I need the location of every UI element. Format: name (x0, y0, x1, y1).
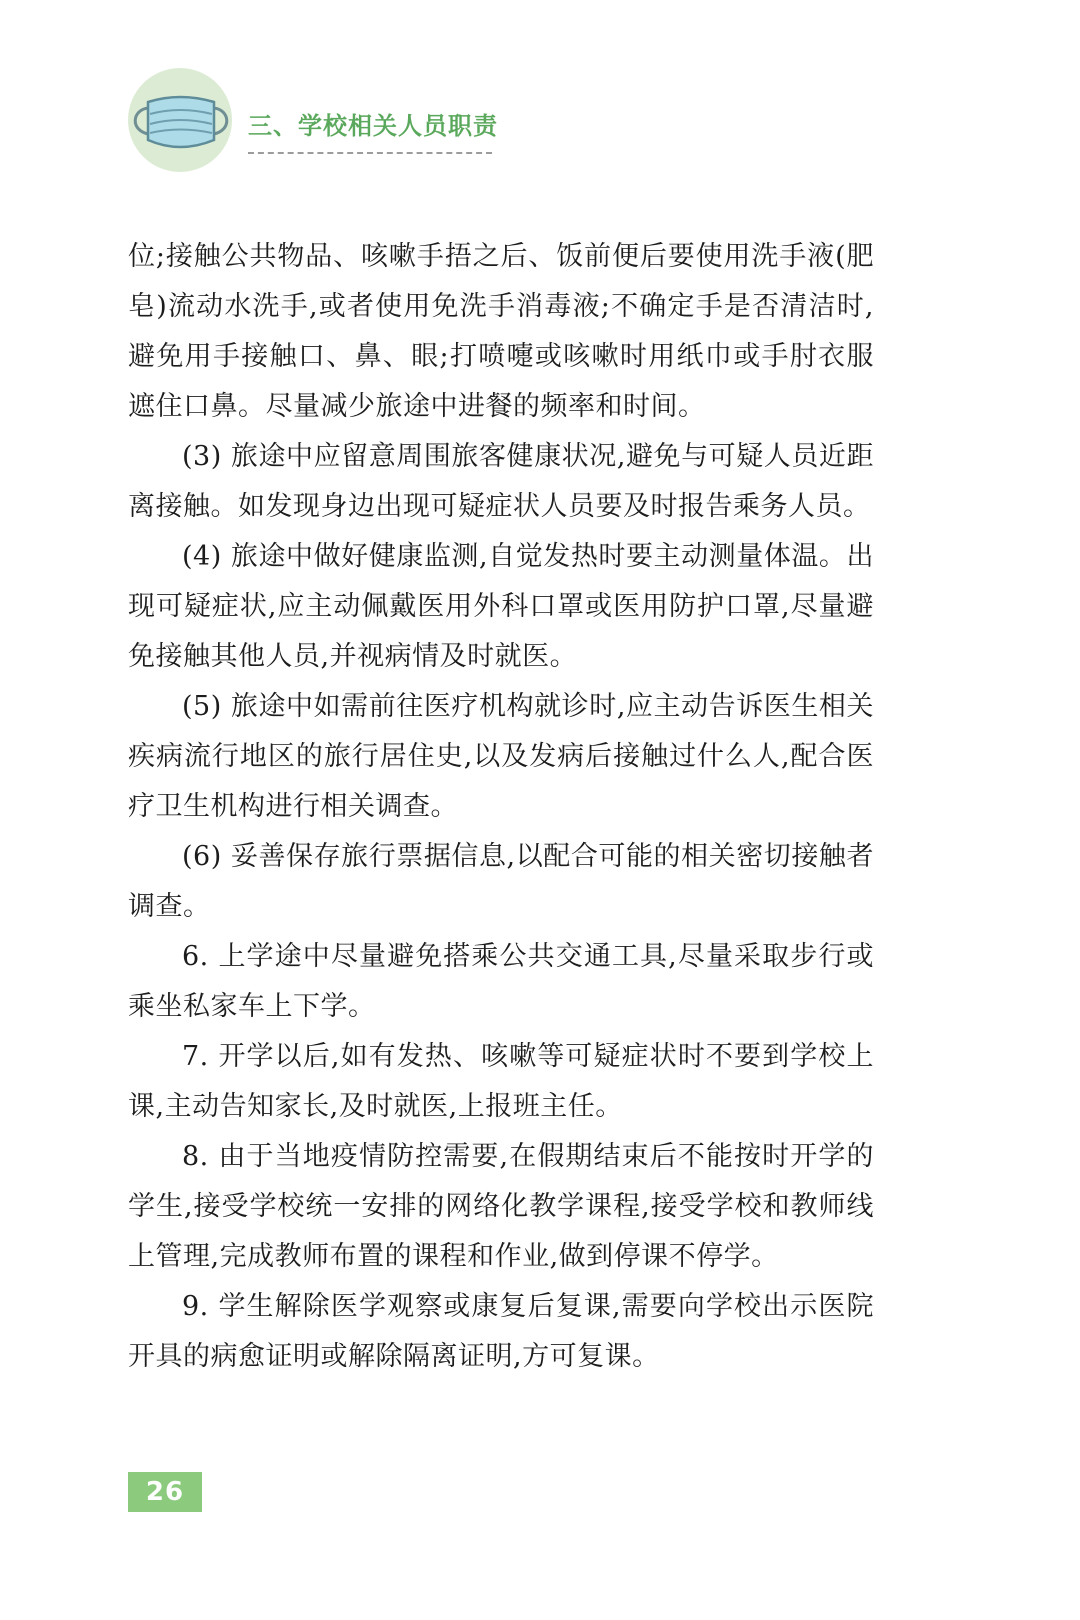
paragraph-point-7: 7. 开学以后,如有发热、咳嗽等可疑症状时不要到学校上课,主动告知家长,及时就医,上报班主任。 (128, 1041, 874, 1122)
page-header (128, 68, 548, 178)
paragraph-item-3: (3) 旅途中应留意周围旅客健康状况,避免与可疑人员近距离接触。如发现身边出现可疑症状人员要及时报告乘务人员。 (128, 441, 874, 522)
section-title: 三、学校相关人员职责 (248, 112, 498, 140)
paragraph-item-6: (6) 妥善保存旅行票据信息,以配合可能的相关密切接触者调查。 (128, 841, 874, 922)
paragraph-item-4: (4) 旅途中做好健康监测,自觉发热时要主动测量体温。出现可疑症状,应主动佩戴医用外科口罩或医用防护口罩,尽量避免接触其他人员,并视病情及时就医。 (128, 541, 874, 672)
body-text (128, 232, 874, 1382)
paragraph-point-9: 9. 学生解除医学观察或康复后复课,需要向学校出示医院开具的病愈证明或解除隔离证明,方可复课。 (128, 1291, 874, 1372)
paragraph-point-6: 6. 上学途中尽量避免搭乘公共交通工具,尽量采取步行或乘坐私家车上下学。 (128, 941, 874, 1022)
paragraph-point-8: 8. 由于当地疫情防控需要,在假期结束后不能按时开学的学生,接受学校统一安排的网络化教学课程,接受学校和教师线上管理,完成教师布置的课程和作业,做到停课不停学。 (128, 1141, 874, 1272)
paragraph-continued: 位;接触公共物品、咳嗽手捂之后、饭前便后要使用洗手液(肥皂)流动水洗手,或者使用免洗手消毒液;不确定手是否清洁时,避免用手接触口、鼻、眼;打喷嚏或咳嗽时用纸巾或手肘衣服遮住口鼻。尽量减少旅途中进餐的频率和时间。 (128, 241, 874, 422)
face-mask-icon (128, 68, 232, 172)
paragraph-item-5: (5) 旅途中如需前往医疗机构就诊时,应主动告诉医生相关疾病流行地区的旅行居住史,以及发病后接触过什么人,配合医疗卫生机构进行相关调查。 (128, 691, 874, 822)
title-divider (248, 152, 492, 154)
page-number: 26 (128, 1472, 202, 1512)
